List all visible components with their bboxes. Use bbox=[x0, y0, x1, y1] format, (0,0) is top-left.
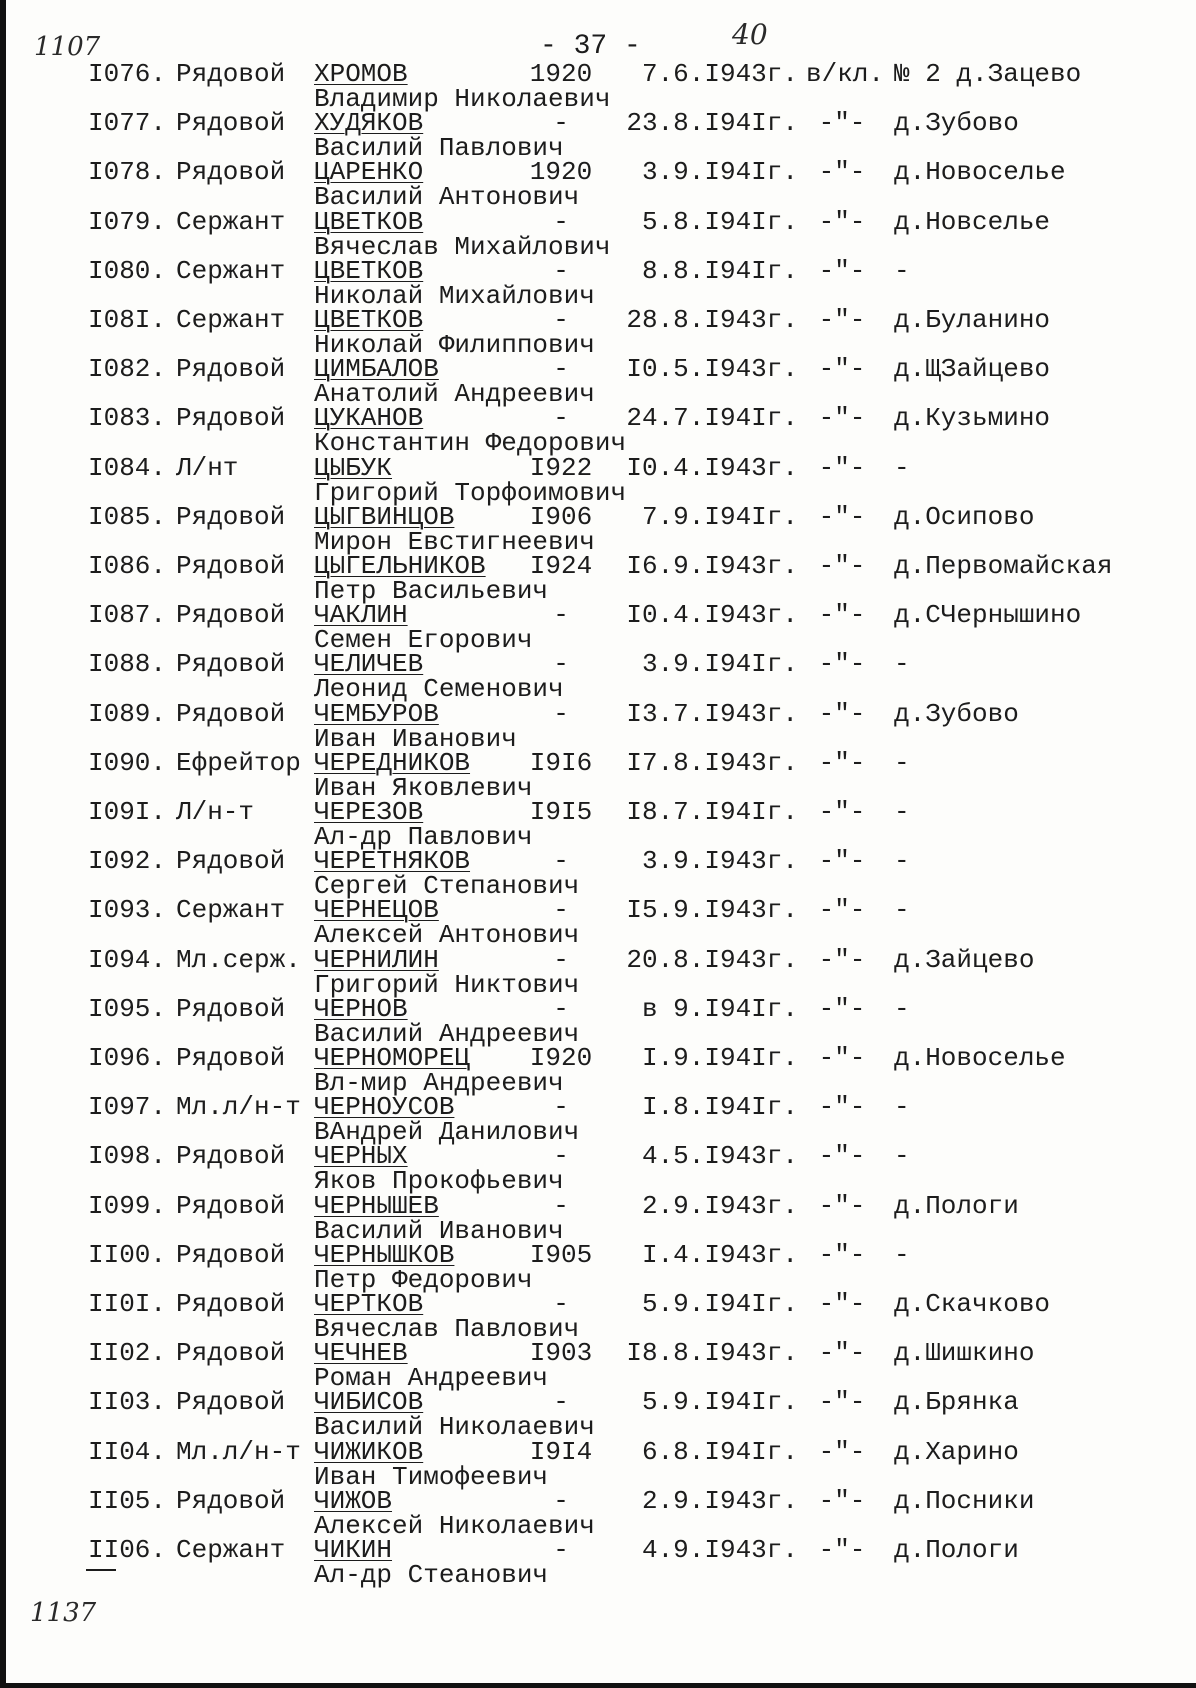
death-date: I0.5.I943г. bbox=[626, 354, 798, 384]
first-and-patronymic: Петр Федорович bbox=[314, 1265, 533, 1295]
death-date: I.8.I94Iг. bbox=[641, 1092, 798, 1122]
record-number: I078. bbox=[88, 157, 167, 187]
first-and-patronymic: Анатолий Андреевич bbox=[314, 379, 595, 409]
burial-place: д.ЩЗайцево bbox=[894, 354, 1051, 384]
first-and-patronymic: Василий Антонович bbox=[314, 182, 580, 212]
death-date: I.4.I943г. bbox=[641, 1240, 798, 1270]
record-number: II02. bbox=[88, 1338, 167, 1368]
military-rank: Рядовой bbox=[176, 699, 286, 729]
burial-place: - bbox=[894, 895, 910, 925]
military-rank: Ефрейтор bbox=[176, 748, 301, 778]
burial-place: - bbox=[894, 453, 910, 483]
record-row bbox=[0, 1534, 1196, 1632]
record-number: II06. bbox=[88, 1535, 167, 1565]
record-number: II04. bbox=[88, 1437, 167, 1467]
military-rank: Рядовой bbox=[176, 1289, 286, 1319]
surname: ЧИКИН bbox=[314, 1535, 393, 1565]
burial-place: № 2 д.Зацево bbox=[894, 59, 1082, 89]
surname: ЧЕРНОУСОВ bbox=[314, 1092, 455, 1122]
burial-place: - bbox=[894, 649, 910, 679]
death-date: 2.9.I943г. bbox=[641, 1486, 798, 1516]
military-rank: Мл.л/н-т bbox=[176, 1092, 301, 1122]
surname: ЦВЕТКОВ bbox=[314, 256, 424, 286]
surname: ЧЕРЕДНИКОВ bbox=[314, 748, 471, 778]
first-and-patronymic: Семен Егорович bbox=[314, 625, 533, 655]
military-rank: Рядовой bbox=[176, 1191, 286, 1221]
birth-year: - bbox=[553, 207, 569, 237]
burial-place: д.Харино bbox=[894, 1437, 1019, 1467]
surname: ЧЕРНОМОРЕЦ bbox=[314, 1043, 471, 1073]
record-number: I097. bbox=[88, 1092, 167, 1122]
death-date: I3.7.I943г. bbox=[626, 699, 798, 729]
birth-year: - bbox=[553, 895, 569, 925]
burial-place: д.Первомайская bbox=[894, 551, 1113, 581]
first-and-patronymic: Яков Прокофьевич bbox=[314, 1166, 564, 1196]
birth-year: 1920 bbox=[529, 157, 593, 187]
surname: ЧИЖИКОВ bbox=[314, 1437, 424, 1467]
death-date: 3.9.I943г. bbox=[641, 846, 798, 876]
military-rank: Л/н-т bbox=[176, 797, 255, 827]
surname: ЦИМБАЛОВ bbox=[314, 354, 439, 384]
death-date: I.9.I94Iг. bbox=[641, 1043, 798, 1073]
burial-type: -"- bbox=[818, 1191, 866, 1221]
burial-type: -"- bbox=[818, 1141, 866, 1171]
burial-place: д.Буланино bbox=[894, 305, 1051, 335]
military-rank: Рядовой bbox=[176, 1240, 286, 1270]
surname: ЧИБИСОВ bbox=[314, 1387, 424, 1417]
burial-place: д.Новселье bbox=[894, 207, 1051, 237]
first-and-patronymic: Иван Яковлевич bbox=[314, 773, 533, 803]
birth-year: - bbox=[553, 1141, 569, 1171]
military-rank: Рядовой bbox=[176, 502, 286, 532]
birth-year: - bbox=[553, 1092, 569, 1122]
surname: ЦВЕТКОВ bbox=[314, 305, 424, 335]
surname: ХУДЯКОВ bbox=[314, 108, 424, 138]
record-number: I086. bbox=[88, 551, 167, 581]
record-number: I079. bbox=[88, 207, 167, 237]
burial-type: -"- bbox=[818, 1092, 866, 1122]
military-rank: Рядовой bbox=[176, 1338, 286, 1368]
first-and-patronymic: Леонид Семенович bbox=[314, 674, 564, 704]
record-number: I095. bbox=[88, 994, 167, 1024]
record-number: II00. bbox=[88, 1240, 167, 1270]
surname: ЧЕРНОВ bbox=[314, 994, 408, 1024]
surname: ЧЕРНИЛИН bbox=[314, 945, 439, 975]
strikethrough-mark bbox=[86, 1569, 116, 1571]
first-and-patronymic: Николай Филиппович bbox=[314, 330, 595, 360]
burial-type: -"- bbox=[818, 1289, 866, 1319]
birth-year: I924 bbox=[529, 551, 593, 581]
military-rank: Сержант bbox=[176, 256, 286, 286]
first-and-patronymic: Вл-мир Андреевич bbox=[314, 1068, 564, 1098]
burial-type: -"- bbox=[818, 207, 866, 237]
burial-type: -"- bbox=[818, 649, 866, 679]
burial-place: д.Посники bbox=[894, 1486, 1035, 1516]
burial-place: - bbox=[894, 1092, 910, 1122]
birth-year: I922 bbox=[529, 453, 593, 483]
first-and-patronymic: Владимир Николаевич bbox=[314, 84, 611, 114]
death-date: 5.9.I94Iг. bbox=[641, 1387, 798, 1417]
death-date: 6.8.I94Iг. bbox=[641, 1437, 798, 1467]
military-rank: Рядовой bbox=[176, 59, 286, 89]
first-and-patronymic: Василий Николаевич bbox=[314, 1412, 595, 1442]
military-rank: Рядовой bbox=[176, 403, 286, 433]
birth-year: - bbox=[553, 403, 569, 433]
burial-type: в/кл. bbox=[806, 59, 885, 89]
birth-year: - bbox=[553, 1191, 569, 1221]
record-number: I087. bbox=[88, 600, 167, 630]
handwritten-number-top-right: 40 bbox=[732, 18, 768, 51]
burial-place: д.СЧернышино bbox=[894, 600, 1082, 630]
burial-type: -"- bbox=[818, 354, 866, 384]
record-number: II05. bbox=[88, 1486, 167, 1516]
birth-year: - bbox=[553, 1289, 569, 1319]
birth-year: - bbox=[553, 256, 569, 286]
first-and-patronymic: Василий Андреевич bbox=[314, 1019, 580, 1049]
handwritten-number-top-left: 1107 bbox=[34, 32, 101, 62]
surname: ЧЕРНЫШКОВ bbox=[314, 1240, 455, 1270]
birth-year: - bbox=[553, 994, 569, 1024]
surname: ЧЕРНЫШЕВ bbox=[314, 1191, 439, 1221]
record-number: I089. bbox=[88, 699, 167, 729]
record-number: I092. bbox=[88, 846, 167, 876]
burial-type: -"- bbox=[818, 945, 866, 975]
birth-year: I903 bbox=[529, 1338, 593, 1368]
death-date: 5.8.I94Iг. bbox=[641, 207, 798, 237]
death-date: 5.9.I94Iг. bbox=[641, 1289, 798, 1319]
burial-type: -"- bbox=[818, 1240, 866, 1270]
surname: ЦАРЕНКО bbox=[314, 157, 424, 187]
first-and-patronymic: Иван Тимофеевич bbox=[314, 1462, 549, 1492]
death-date: 3.9.I94Iг. bbox=[641, 157, 798, 187]
birth-year: I9I4 bbox=[529, 1437, 593, 1467]
military-rank: Сержант bbox=[176, 207, 286, 237]
death-date: 4.9.I943г. bbox=[641, 1535, 798, 1565]
first-and-patronymic: Роман Андреевич bbox=[314, 1363, 549, 1393]
surname: ЧЕРТКОВ bbox=[314, 1289, 424, 1319]
birth-year: I920 bbox=[529, 1043, 593, 1073]
first-and-patronymic: Алексей Николаевич bbox=[314, 1511, 595, 1541]
death-date: 7.6.I943г. bbox=[641, 59, 798, 89]
first-and-patronymic: Вячеслав Михайлович bbox=[314, 232, 611, 262]
military-rank: Рядовой bbox=[176, 649, 286, 679]
military-rank: Рядовой bbox=[176, 1043, 286, 1073]
burial-place: - bbox=[894, 994, 910, 1024]
burial-type: -"- bbox=[818, 305, 866, 335]
first-and-patronymic: Иван Иванович bbox=[314, 724, 517, 754]
surname: ЧЕРЕЗОВ bbox=[314, 797, 424, 827]
first-and-patronymic: Григорий Торфоимович bbox=[314, 478, 627, 508]
death-date: 7.9.I94Iг. bbox=[641, 502, 798, 532]
death-date: 23.8.I94Iг. bbox=[626, 108, 798, 138]
burial-type: -"- bbox=[818, 551, 866, 581]
burial-type: -"- bbox=[818, 600, 866, 630]
burial-type: -"- bbox=[818, 1387, 866, 1417]
first-and-patronymic: Василий Иванович bbox=[314, 1216, 564, 1246]
military-rank: Рядовой bbox=[176, 551, 286, 581]
record-number: I076. bbox=[88, 59, 167, 89]
death-date: I0.4.I943г. bbox=[626, 453, 798, 483]
first-and-patronymic: Василий Павлович bbox=[314, 133, 564, 163]
burial-type: -"- bbox=[818, 502, 866, 532]
death-date: I8.8.I943г. bbox=[626, 1338, 798, 1368]
death-date: в 9.I94Iг. bbox=[641, 994, 798, 1024]
military-rank: Л/нт bbox=[176, 453, 239, 483]
surname: ЦЫБУК bbox=[314, 453, 393, 483]
surname: ЧЕРНЕЦОВ bbox=[314, 895, 439, 925]
record-number: I084. bbox=[88, 453, 167, 483]
first-and-patronymic: Ал-др Стеанович bbox=[314, 1560, 549, 1590]
burial-place: д.Кузьмино bbox=[894, 403, 1051, 433]
burial-type: -"- bbox=[818, 797, 866, 827]
birth-year: I9I6 bbox=[529, 748, 593, 778]
birth-year: - bbox=[553, 354, 569, 384]
birth-year: - bbox=[553, 1535, 569, 1565]
birth-year: - bbox=[553, 108, 569, 138]
birth-year: - bbox=[553, 945, 569, 975]
surname: ЧАКЛИН bbox=[314, 600, 408, 630]
handwritten-number-bottom-left: 1137 bbox=[30, 1598, 97, 1628]
record-number: I094. bbox=[88, 945, 167, 975]
burial-place: д.Зубово bbox=[894, 699, 1019, 729]
record-number: I083. bbox=[88, 403, 167, 433]
burial-place: - bbox=[894, 748, 910, 778]
burial-place: д.Шишкино bbox=[894, 1338, 1035, 1368]
birth-year: I906 bbox=[529, 502, 593, 532]
military-rank: Рядовой bbox=[176, 600, 286, 630]
surname: ЧИЖОВ bbox=[314, 1486, 393, 1516]
burial-place: - bbox=[894, 797, 910, 827]
record-number: II0I. bbox=[88, 1289, 167, 1319]
first-and-patronymic: Алексей Антонович bbox=[314, 920, 580, 950]
military-rank: Рядовой bbox=[176, 157, 286, 187]
first-and-patronymic: ВАндрей Данилович bbox=[314, 1117, 580, 1147]
record-number: I096. bbox=[88, 1043, 167, 1073]
surname: ХРОМОВ bbox=[314, 59, 408, 89]
page-number: - 37 - bbox=[540, 31, 641, 62]
first-and-patronymic: Петр Васильевич bbox=[314, 576, 549, 606]
birth-year: - bbox=[553, 1486, 569, 1516]
first-and-patronymic: Вячеслав Павлович bbox=[314, 1314, 580, 1344]
surname: ЧЕЛИЧЕВ bbox=[314, 649, 424, 679]
burial-place: д.Осипово bbox=[894, 502, 1035, 532]
burial-place: д.Пологи bbox=[894, 1535, 1019, 1565]
surname: ЧЕРЕТНЯКОВ bbox=[314, 846, 471, 876]
record-number: I08I. bbox=[88, 305, 167, 335]
burial-place: д.Новоселье bbox=[894, 157, 1066, 187]
record-number: II03. bbox=[88, 1387, 167, 1417]
military-rank: Мл.л/н-т bbox=[176, 1437, 301, 1467]
burial-type: -"- bbox=[818, 748, 866, 778]
burial-place: д.Скачково bbox=[894, 1289, 1051, 1319]
death-date: 2.9.I943г. bbox=[641, 1191, 798, 1221]
surname: ЦЫГЕЛЬНИКОВ bbox=[314, 551, 486, 581]
surname: ЦЫГВИНЦОВ bbox=[314, 502, 455, 532]
burial-place: д.Новоселье bbox=[894, 1043, 1066, 1073]
burial-type: -"- bbox=[818, 453, 866, 483]
military-rank: Мл.серж. bbox=[176, 945, 301, 975]
first-and-patronymic: Николай Михайлович bbox=[314, 281, 595, 311]
first-and-patronymic: Константин Федорович bbox=[314, 428, 627, 458]
first-and-patronymic: Григорий Никтович bbox=[314, 970, 580, 1000]
burial-type: -"- bbox=[818, 699, 866, 729]
death-date: 24.7.I94Iг. bbox=[626, 403, 798, 433]
military-rank: Рядовой bbox=[176, 1141, 286, 1171]
death-date: 20.8.I943г. bbox=[626, 945, 798, 975]
record-number: I080. bbox=[88, 256, 167, 286]
birth-year: I905 bbox=[529, 1240, 593, 1270]
surname: ЧЕМБУРОВ bbox=[314, 699, 439, 729]
first-and-patronymic: Ал-др Павлович bbox=[314, 822, 533, 852]
military-rank: Рядовой bbox=[176, 994, 286, 1024]
burial-type: -"- bbox=[818, 256, 866, 286]
burial-type: -"- bbox=[818, 403, 866, 433]
birth-year: - bbox=[553, 846, 569, 876]
record-number: I093. bbox=[88, 895, 167, 925]
surname: ЧЕРНЫХ bbox=[314, 1141, 408, 1171]
burial-place: д.Брянка bbox=[894, 1387, 1019, 1417]
burial-place: д.Зубово bbox=[894, 108, 1019, 138]
burial-type: -"- bbox=[818, 1486, 866, 1516]
death-date: I0.4.I943г. bbox=[626, 600, 798, 630]
burial-type: -"- bbox=[818, 994, 866, 1024]
burial-type: -"- bbox=[818, 895, 866, 925]
death-date: 3.9.I94Iг. bbox=[641, 649, 798, 679]
burial-type: -"- bbox=[818, 1043, 866, 1073]
birth-year: 1920 bbox=[529, 59, 593, 89]
burial-type: -"- bbox=[818, 108, 866, 138]
record-number: I077. bbox=[88, 108, 167, 138]
birth-year: - bbox=[553, 305, 569, 335]
burial-place: - bbox=[894, 846, 910, 876]
first-and-patronymic: Сергей Степанович bbox=[314, 871, 580, 901]
record-number: I099. bbox=[88, 1191, 167, 1221]
birth-year: - bbox=[553, 600, 569, 630]
death-date: 28.8.I943г. bbox=[626, 305, 798, 335]
military-rank: Сержант bbox=[176, 305, 286, 335]
military-rank: Рядовой bbox=[176, 846, 286, 876]
record-number: I098. bbox=[88, 1141, 167, 1171]
birth-year: - bbox=[553, 649, 569, 679]
burial-place: - bbox=[894, 256, 910, 286]
burial-type: -"- bbox=[818, 1535, 866, 1565]
burial-place: - bbox=[894, 1240, 910, 1270]
death-date: I5.9.I943г. bbox=[626, 895, 798, 925]
military-rank: Рядовой bbox=[176, 108, 286, 138]
burial-type: -"- bbox=[818, 1338, 866, 1368]
birth-year: I9I5 bbox=[529, 797, 593, 827]
surname: ЦВЕТКОВ bbox=[314, 207, 424, 237]
military-rank: Рядовой bbox=[176, 1486, 286, 1516]
death-date: I6.9.I943г. bbox=[626, 551, 798, 581]
record-number: I082. bbox=[88, 354, 167, 384]
first-and-patronymic: Мирон Евстигнеевич bbox=[314, 527, 595, 557]
surname: ЧЕЧНЕВ bbox=[314, 1338, 408, 1368]
record-number: I090. bbox=[88, 748, 167, 778]
record-number: I085. bbox=[88, 502, 167, 532]
burial-place: - bbox=[894, 1141, 910, 1171]
military-rank: Рядовой bbox=[176, 354, 286, 384]
birth-year: - bbox=[553, 699, 569, 729]
military-rank: Рядовой bbox=[176, 1387, 286, 1417]
burial-type: -"- bbox=[818, 1437, 866, 1467]
military-rank: Сержант bbox=[176, 895, 286, 925]
burial-place: д.Зайцево bbox=[894, 945, 1035, 975]
record-number: I09I. bbox=[88, 797, 167, 827]
military-rank: Сержант bbox=[176, 1535, 286, 1565]
death-date: I7.8.I943г. bbox=[626, 748, 798, 778]
burial-type: -"- bbox=[818, 846, 866, 876]
death-date: I8.7.I94Iг. bbox=[626, 797, 798, 827]
burial-type: -"- bbox=[818, 157, 866, 187]
surname: ЦУКАНОВ bbox=[314, 403, 424, 433]
death-date: 8.8.I94Iг. bbox=[641, 256, 798, 286]
record-number: I088. bbox=[88, 649, 167, 679]
birth-year: - bbox=[553, 1387, 569, 1417]
burial-place: д.Пологи bbox=[894, 1191, 1019, 1221]
death-date: 4.5.I943г. bbox=[641, 1141, 798, 1171]
